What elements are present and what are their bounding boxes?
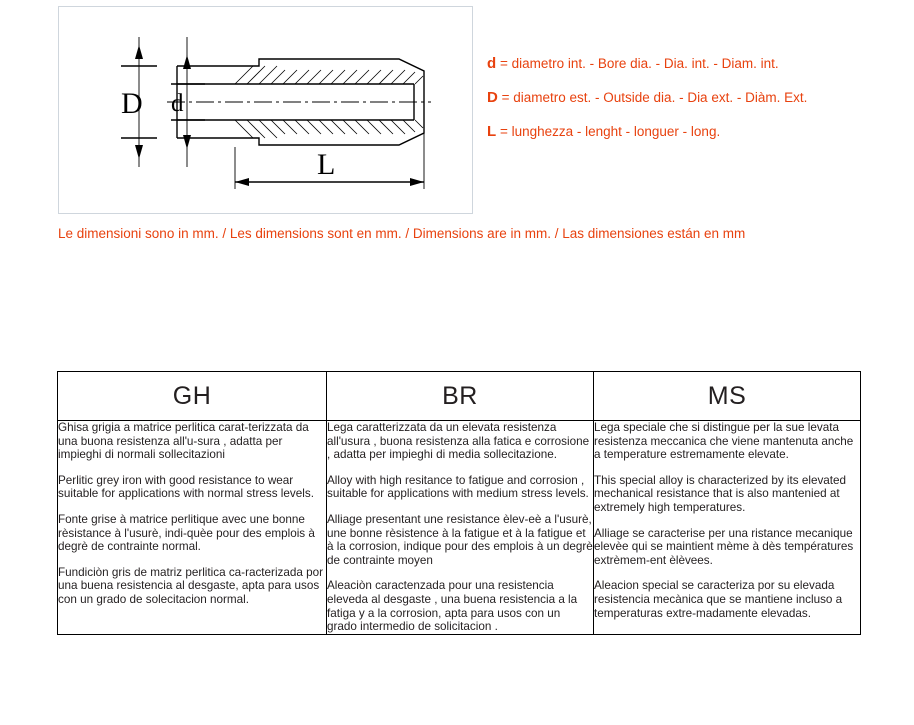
units-note: Le dimensioni sono in mm. / Les dimensions sont en mm. / Dimensions are in mm. / Las dimensiones están en mm xyxy=(58,226,746,241)
legend-symbol-D: D xyxy=(487,89,498,106)
gh-paragraph-it: Ghisa grigia a matrice perlitica carat-terizzata da una buona resistenza all'u-sura , adatta per impieghi di normali sollecitazioni xyxy=(58,421,309,462)
legend-item-d xyxy=(487,55,907,72)
ms-paragraph-es: Aleacion special se caracteriza por su elevada resistencia mecànica que se mantiene incluso a temperaturas extre-madamente elevadas. xyxy=(594,579,843,620)
legend-item-L xyxy=(487,123,907,140)
label-length: L xyxy=(317,148,336,181)
legend xyxy=(487,55,907,157)
column-header-ms: MS xyxy=(594,372,861,421)
cell-br-description xyxy=(327,421,594,635)
br-paragraph-it: Lega caratterizzata da un elevata resistenza all'usura , buona resistenza alla fatica e corrosione , adatta per impieghi di media sollecitazione. xyxy=(327,421,590,462)
cell-ms-description xyxy=(594,421,861,635)
br-paragraph-en: Alloy with high resitance to fatigue and corrosion , suitable for applications with medium stress levels. xyxy=(327,473,589,501)
gh-paragraph-es: Fundiciòn gris de matriz perlitica ca-racterizada por una buena resistencia al desgaste, apta para usos con un grado de solecitacion normal. xyxy=(58,565,324,606)
cell-gh-description xyxy=(58,421,327,635)
label-outer-diameter: D xyxy=(121,87,143,120)
bushing-cross-section-diagram xyxy=(59,7,472,213)
table-row xyxy=(58,421,861,635)
gh-paragraph-en: Perlitic grey iron with good resistance to wear suitable for applications with normal stress levels. xyxy=(58,473,314,501)
legend-text-L: = lunghezza - lenght - longuer - long. xyxy=(499,124,721,139)
ms-paragraph-it: Lega speciale che si distingue per la sue levata resistenza meccanica che viene mantenuta anche a temperature estremamente elevate. xyxy=(594,421,854,462)
table-header-row xyxy=(58,372,861,421)
technical-drawing-panel xyxy=(58,6,473,214)
ms-paragraph-en: This special alloy is characterized by its elevated mechanical resistance that is also mantenied at extremely high temperatures. xyxy=(594,473,847,514)
gh-paragraph-fr: Fonte grise à matrice perlitique avec une bonne rèsistance à l'usurè, indi-quèe pour des emplois à degrè de contrainte normal. xyxy=(58,512,315,554)
br-paragraph-es: Aleaciòn caractenzada pour una resistencia eleveda al desgaste , una buena resistencia a la fatiga y a la corrosion, apta para usos con un grado intermedio de solicitacion . xyxy=(327,579,578,634)
column-header-br: BR xyxy=(327,372,594,421)
br-paragraph-fr: Alliage presentant une resistance èlev-eè a l'usurè, une bonne rèsistence à la fatigue et à la fatigue et à la corrosion, indique pour des emplois à un degrè de contrainte moyen xyxy=(327,512,593,567)
legend-symbol-d: d xyxy=(487,55,497,72)
ms-paragraph-fr: Alliage se caracterise per una ristance mecanique elevèe qui se maintient mème à dès températures extrèmem-ent èlèvees. xyxy=(594,526,854,567)
label-inner-diameter: d xyxy=(171,90,184,117)
alloy-materials-table xyxy=(57,371,861,635)
legend-item-D xyxy=(487,89,907,106)
column-header-gh: GH xyxy=(58,372,327,421)
legend-symbol-L: L xyxy=(487,123,497,140)
legend-text-D: = diametro est. - Outside dia. - Dia ext. - Diàm. Ext. xyxy=(501,90,808,105)
legend-text-d: = diametro int. - Bore dia. - Dia. int. - Diam. int. xyxy=(499,56,779,71)
